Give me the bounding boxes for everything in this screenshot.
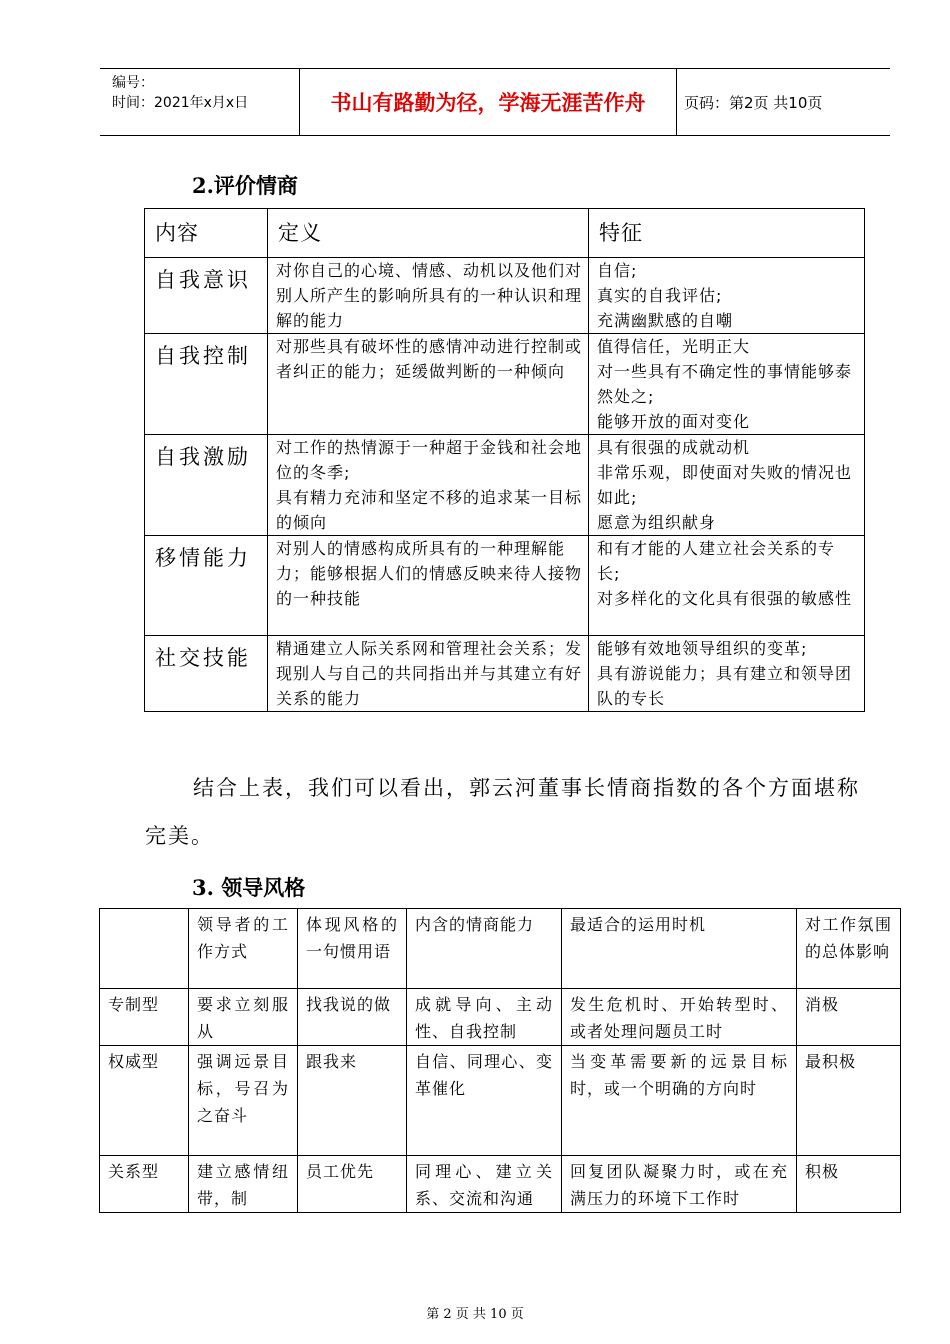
eq-table [144,208,865,712]
page-header [100,68,890,136]
table-row [145,435,865,536]
impact-cell: 最积极 [797,1046,901,1156]
header-meta [100,69,300,135]
trait-line: 能够有效地领导组织的变革; [597,639,808,658]
table-header-row [145,209,865,258]
eq-ability-cell: 成就导向、主动性、自我控制 [407,989,562,1046]
table-row [100,989,901,1046]
section-title-eq: 2.评价情商 [192,173,298,198]
traits-cell [589,258,865,334]
trait-line: 对多样化的文化具有很强的敏感性 [597,589,853,608]
phrase-cell: 跟我来 [298,1046,407,1156]
column-header: 对工作氛围的总体影响 [797,909,901,989]
definition-cell: 对你自己的心境、情感、动机以及他们对别人所产生的影响所具有的一种认识和理解的能力 [268,258,589,334]
table-row [100,1046,901,1156]
trait-line: 真实的自我评估; [597,286,723,305]
item-cell: 自我激励 [145,435,268,536]
traits-cell [589,435,865,536]
header-motto: 书山有路勤为径，学海无涯苦作舟 [300,69,677,135]
definition-cell: 对那些具有破坏性的感情冲动进行控制或者纠正的能力；延缓做判断的一种倾向 [268,334,589,435]
definition-cell: 对别人的情感构成所具有的一种理解能力；能够根据人们的情感反映来待人接物的一种技能 [268,536,589,636]
header-page-label: 页码：第2页 共10页 [684,93,823,112]
traits-cell [589,334,865,435]
style-name-cell: 权威型 [100,1046,189,1156]
eq-ability-cell: 同理心、建立关系、交流和沟通 [407,1156,562,1213]
table-row [145,258,865,334]
document-time-label: 时间：2021年x月x日 [112,95,249,111]
table-row [145,536,865,636]
work-mode-cell: 要求立刻服从 [189,989,298,1046]
column-header: 定义 [268,209,589,258]
column-header: 内含的情商能力 [407,909,562,989]
definition-text: 对工作的热情源于一种超于金钱和社会地位的冬季; 具有精力充沛和坚定不移的追求某一目标的倾向 [276,438,583,532]
leadership-style-table [99,908,901,1213]
work-mode-cell: 建立感情纽带，制 [189,1156,298,1213]
eq-ability-cell: 自信、同理心、变革催化 [407,1046,562,1156]
phrase-cell: 找我说的做 [298,989,407,1046]
page-footer: 第 2 页 共 10 页 [426,1307,524,1322]
trait-line: 具有很强的成就动机 [597,438,751,457]
item-cell: 自我意识 [145,258,268,334]
definition-cell: 精通建立人际关系网和管理社会关系；发现别人与自己的共同指出并与其建立有好关系的能力 [268,636,589,712]
conclusion-paragraph: 结合上表，我们可以看出，郭云河董事长情商指数的各个方面堪称完美。 [145,776,860,848]
column-header: 体现风格的一句惯用语 [298,909,407,989]
trait-line: 值得信任，光明正大 [597,337,751,356]
style-name-cell: 专制型 [100,989,189,1046]
style-name-cell: 关系型 [100,1156,189,1213]
document-number-label: 编号： [112,75,154,91]
table-row [145,334,865,435]
item-cell: 社交技能 [145,636,268,712]
column-header: 内容 [145,209,268,258]
section-title-leadership: 3. 领导风格 [192,875,306,900]
timing-cell: 发生危机时、开始转型时、或者处理问题员工时 [562,989,797,1046]
definition-cell [268,435,589,536]
column-header: 最适合的运用时机 [562,909,797,989]
impact-cell: 积极 [797,1156,901,1213]
item-cell: 移情能力 [145,536,268,636]
trait-line: 和有才能的人建立社会关系的专长; [597,539,836,583]
trait-line: 非常乐观，即使面对失败的情况也如此; [597,463,853,507]
timing-cell: 当变革需要新的远景目标时，或一个明确的方向时 [562,1046,797,1156]
trait-line: 愿意为组织献身 [597,513,717,532]
traits-cell [589,536,865,636]
table-header-row [100,909,901,989]
table-row [100,1156,901,1213]
trait-line: 对一些具有不确定性的事情能够泰然处之; [597,362,853,406]
timing-cell: 回复团队凝聚力时，或在充满压力的环境下工作时 [562,1156,797,1213]
column-header [100,909,189,989]
trait-line: 充满幽默感的自嘲 [597,311,734,330]
impact-cell: 消极 [797,989,901,1046]
work-mode-cell: 强调远景目标，号召为之奋斗 [189,1046,298,1156]
trait-line: 自信; [597,261,638,280]
column-header: 特征 [589,209,865,258]
column-header: 领导者的工作方式 [189,909,298,989]
item-cell: 自我控制 [145,334,268,435]
trait-line: 具有游说能力；具有建立和领导团队的专长 [597,664,853,708]
traits-cell [589,636,865,712]
trait-line: 能够开放的面对变化 [597,412,751,431]
phrase-cell: 员工优先 [298,1156,407,1213]
table-row [145,636,865,712]
